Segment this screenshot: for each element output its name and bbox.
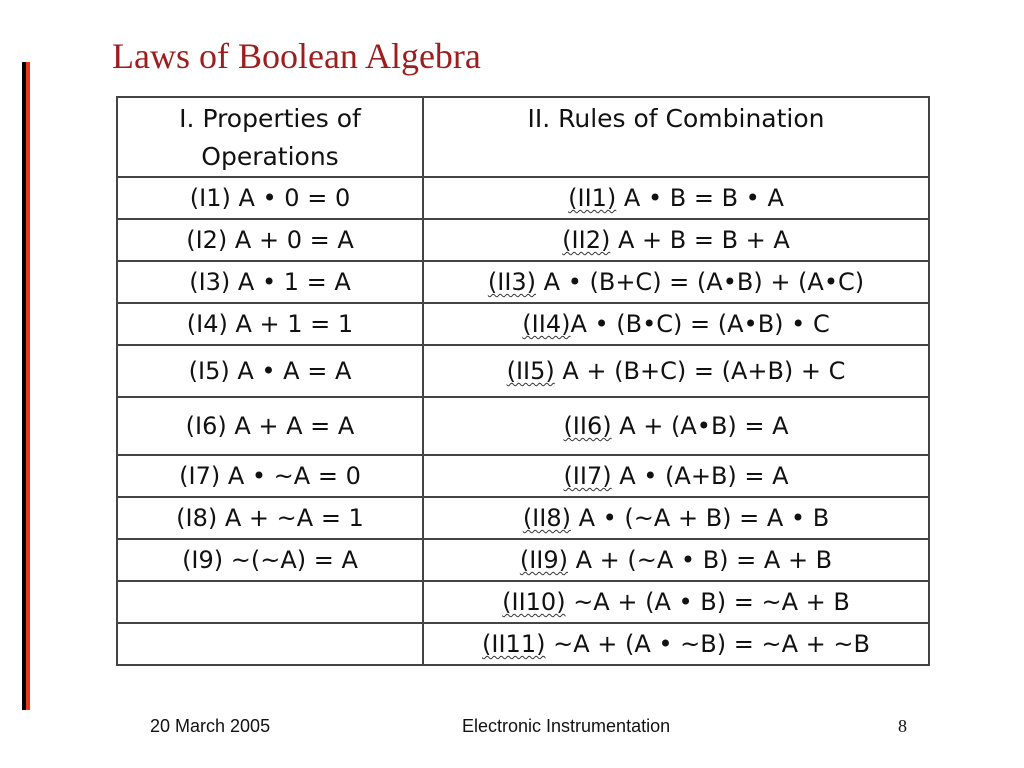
rule-cell [423, 623, 929, 665]
rule-id: (II4) [522, 310, 571, 338]
property-cell: (I3) A • 1 = A [117, 261, 423, 303]
footer-course-title: Electronic Instrumentation [462, 716, 671, 736]
table-row [117, 581, 929, 623]
table-row [117, 455, 929, 497]
laws-table-container [116, 96, 930, 664]
property-cell: (I7) A • ~A = 0 [117, 455, 423, 497]
rule-expression: ~A + (A • B) = ~A + B [565, 588, 850, 616]
slide-title: Laws of Boolean Algebra [112, 36, 481, 76]
table-row [117, 345, 929, 397]
property-cell: (I6) A + A = A [117, 397, 423, 455]
table-row [117, 539, 929, 581]
rule-cell [423, 581, 929, 623]
table-row [117, 177, 929, 219]
rule-expression: A + (~A • B) = A + B [567, 546, 833, 574]
rule-expression: A • (~A + B) = A • B [570, 504, 830, 532]
rule-expression: A • (A+B) = A [611, 462, 789, 490]
header-rules [423, 97, 929, 177]
table-row [117, 261, 929, 303]
rule-id: (II2) [562, 226, 611, 254]
rule-cell [423, 539, 929, 581]
property-cell: (I2) A + 0 = A [117, 219, 423, 261]
property-cell: (I4) A + 1 = 1 [117, 303, 423, 345]
table-row [117, 219, 929, 261]
table-row [117, 497, 929, 539]
header-properties-line2: Operations [201, 142, 339, 171]
accent-bar-red [26, 62, 30, 710]
header-rules-label: II. Rules of Combination [527, 104, 825, 133]
rule-id: (II8) [522, 504, 571, 532]
rule-expression: A + (A•B) = A [611, 412, 789, 440]
property-cell: (I8) A + ~A = 1 [117, 497, 423, 539]
rule-expression: ~A + (A • ~B) = ~A + ~B [545, 630, 870, 658]
header-properties-line1: I. Properties of [179, 104, 361, 133]
rule-id: (II10) [502, 588, 566, 616]
rule-id: (II5) [506, 357, 555, 385]
rule-id: (II11) [482, 630, 546, 658]
rule-id: (II9) [519, 546, 568, 574]
rule-expression: A • (B•C) = (A•B) • C [570, 310, 830, 338]
rule-expression: A + (B+C) = (A+B) + C [554, 357, 846, 385]
rule-id: (II1) [568, 184, 617, 212]
footer-page-number: 8 [898, 716, 907, 736]
table-row [117, 303, 929, 345]
rule-expression: A + B = B + A [610, 226, 790, 254]
header-properties [117, 97, 423, 177]
rule-cell [423, 177, 929, 219]
laws-table [116, 96, 930, 666]
footer-date: 20 March 2005 [150, 716, 271, 736]
rule-id: (II7) [563, 462, 612, 490]
property-cell-empty [117, 623, 423, 665]
table-row [117, 397, 929, 455]
rule-expression: A • (B+C) = (A•B) + (A•C) [536, 268, 865, 296]
property-cell: (I1) A • 0 = 0 [117, 177, 423, 219]
table-row [117, 623, 929, 665]
rule-cell [423, 303, 929, 345]
property-cell: (I5) A • A = A [117, 345, 423, 397]
rule-cell [423, 455, 929, 497]
rule-cell [423, 497, 929, 539]
rule-cell [423, 261, 929, 303]
rule-id: (II6) [563, 412, 612, 440]
rule-cell [423, 345, 929, 397]
property-cell: (I9) ~(~A) = A [117, 539, 423, 581]
rule-cell [423, 397, 929, 455]
rule-cell [423, 219, 929, 261]
rule-expression: A • B = B • A [616, 184, 784, 212]
rule-id: (II3) [487, 268, 537, 296]
table-header-row [117, 97, 929, 177]
property-cell-empty [117, 581, 423, 623]
